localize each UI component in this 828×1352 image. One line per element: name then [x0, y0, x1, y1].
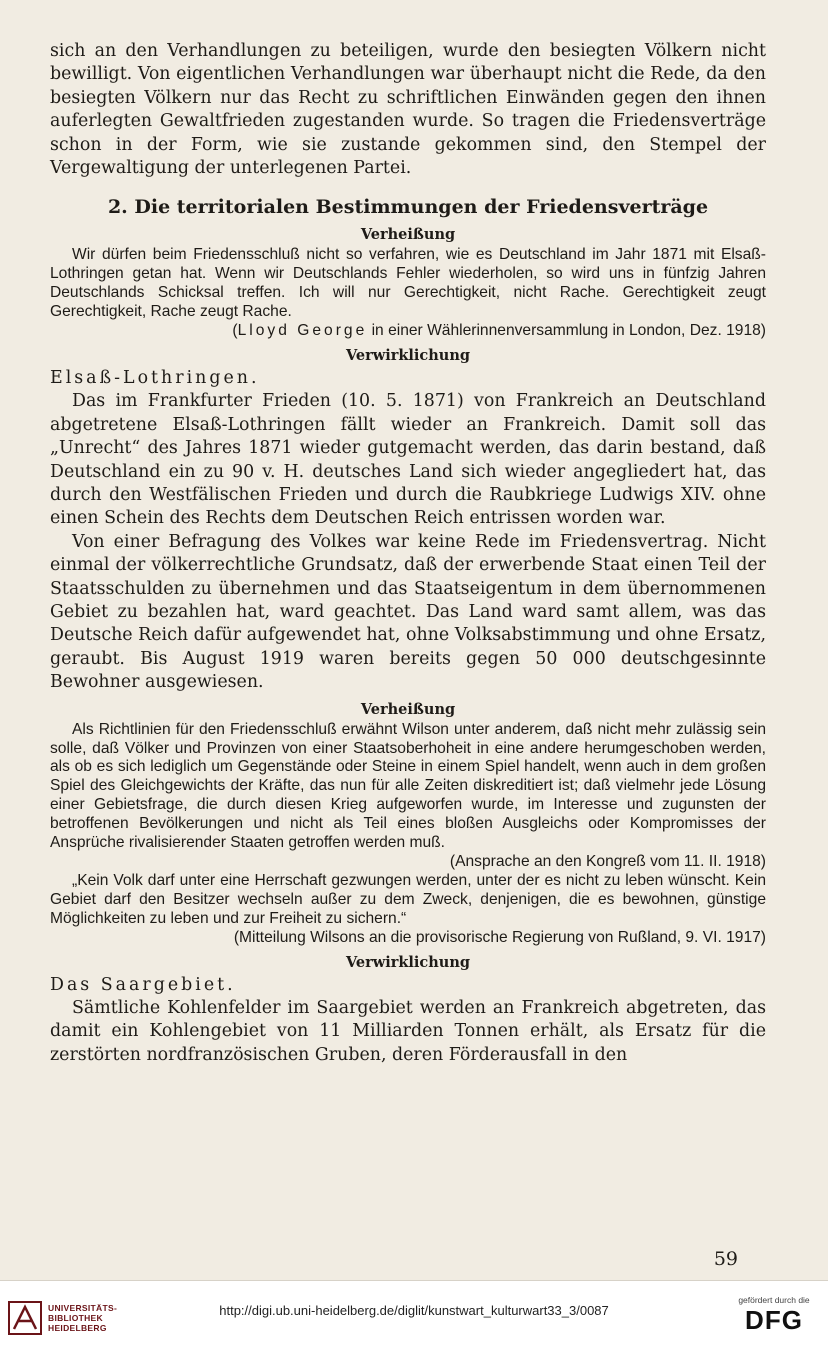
quote-lloyd-george: Wir dürfen beim Friedensschluß nicht so verfahren, wie es Deutschland im Jahr 1871 mit Elsaß-Lothringen getan hat. Wenn wir Deutschlands Fehler wiederholen, so wird uns in fünfzig Jahren Deutschlands Schicksal treffen. Ich will nur Gerechtigkeit, nicht Rache. Gerechtigkeit zeugt Gerechtigkeit, Rache zeugt Rache. — [50, 246, 766, 321]
quote-wilson-2: „Kein Volk darf unter eine Herrschaft gezwungen werden, unter der es nicht zu leben wünscht. Kein Gebiet darf den Besitzer wechseln außer zu dem Zweck, denjenigen, die es bewohnen, günstige Möglichkeiten zu leben und zur Freiheit zu sichern.“ — [50, 871, 766, 927]
subheading-promise-2: Verheißung — [360, 700, 456, 718]
page-text — [50, 40, 766, 1067]
funder-logo[interactable] — [732, 1295, 816, 1335]
paragraph-intro: sich an den Verhandlungen zu beteiligen, wurde den besiegten Völkern nicht bewilligt. Von eigentlichen Verhandlungen war überhaupt nicht die Rede, da den besiegten Völkern nur das Recht zu schriftlichen Einwänden gegen den ihnen auferlegten Gewaltfrieden zugestanden wurde. So tragen die Friedensverträge schon in der Form, wie sie zustande gekommen sind, den Stempel der Vergewaltigung der unterlegenen Partei. — [50, 41, 766, 179]
paragraph-alsace-1: Das im Frankfurter Frieden (10. 5. 1871) von Frankreich an Deutschland abgetretene Elsaß-Lothringen fällt wieder an Frankreich. Damit soll das „Unrecht“ des Jahres 1871 wieder gutgemacht werden, das darin bestand, daß Deutschland ein zu 90 v. H. deutsches Land sich wieder angegliedert hat, das durch den Westfälischen Frieden und durch die Raubkriege Ludwigs XIV. ohne einen Schein des Rechts dem Deutschen Reich entrissen worden war. — [50, 391, 766, 529]
permalink-url[interactable]: http://digi.ub.uni-heidelberg.de/diglit/kunstwart_kulturwart33_3/0087 — [219, 1303, 609, 1318]
citation-author: Lloyd George — [237, 322, 368, 340]
viewer-footer — [0, 1280, 828, 1352]
subheading-promise-1: Verheißung — [360, 226, 456, 244]
paragraph-alsace-2: Von einer Befragung des Volkes war keine Rede im Friedensvertrag. Nicht einmal der völkerrechtliche Grundsatz, daß der erwerbende Staat einen Teil der Staatsschulden zu übernehmen und das Staatseigentum in dem übernommenen Gebiet zu bezahlen hat, ward geachtet. Das Land ward samt allem, was das Deutsche Reich dafür aufgewendet hat, ohne Volksabstimmung und ohne Ersatz, geraubt. Bis August 1919 waren bereits gegen 50 000 deutschgesinnte Bewohner ausgewiesen. — [50, 531, 766, 693]
logo-line-2: BIBLIOTHEK — [48, 1313, 103, 1323]
logo-line-1: UNIVERSITÄTS- — [48, 1303, 118, 1313]
citation-text: in einer Wählerinnenversammlung in London, Dez. 1918) — [371, 322, 766, 340]
logo-line-3: HEIDELBERG — [48, 1323, 107, 1333]
citation-wilson-2: (Mitteilung Wilsons an die provisorische Regierung von Rußland, 9. VI. 1917) — [233, 928, 766, 946]
dfg-logo: DFG — [745, 1305, 803, 1335]
paragraph-saar: Sämtliche Kohlenfelder im Saargebiet werden an Frankreich abgetreten, das damit ein Kohlengebiet von 11 Milliarden Tonnen erhält, als Ersatz für die zerstörten nordfranzösischen Gruben, deren Förderausfall in den — [50, 997, 766, 1065]
section-heading: 2. Die territorialen Bestimmungen der Friedensverträge — [107, 196, 709, 219]
subheading-realization-1: Verwirklichung — [345, 346, 471, 364]
quote-wilson-1: Als Richtlinien für den Friedensschluß erwähnt Wilson unter anderem, daß nicht mehr zulässig sein solle, daß Völker und Provinzen von einer Staatsoberhoheit in eine andere herumgeschoben werden, als ob es sich lediglich um Gegenstände oder Steine in einem Spiel handelt, wenn auch in dem großen Spiel des Gleichgewichts der Kräfte, das nun für alle Zeiten diskreditiert ist; daß vielmehr jede Lösung einer Gebietsfrage, die durch diesen Krieg aufgeworfen wurde, im Interesse und zugunsten der betroffenen Bevölkerungen und nicht als Teil eines bloßen Ausgleichs oder Kompromisses der Ansprüche rivalisierender Staaten getroffen werden muß. — [50, 720, 766, 852]
topic-alsace-lorraine: Elsaß-Lothringen. — [50, 367, 260, 388]
citation-wilson-1: (Ansprache an den Kongreß vom 11. II. 1918) — [449, 853, 766, 870]
subheading-realization-2: Verwirklichung — [345, 953, 471, 971]
topic-saar: Das Saargebiet. — [50, 974, 236, 995]
citation-open-paren: ( — [232, 322, 238, 340]
citation-lloyd-george — [50, 322, 766, 341]
funded-by-label: gefördert durch die — [738, 1295, 810, 1305]
page-number: 59 — [713, 1248, 738, 1270]
